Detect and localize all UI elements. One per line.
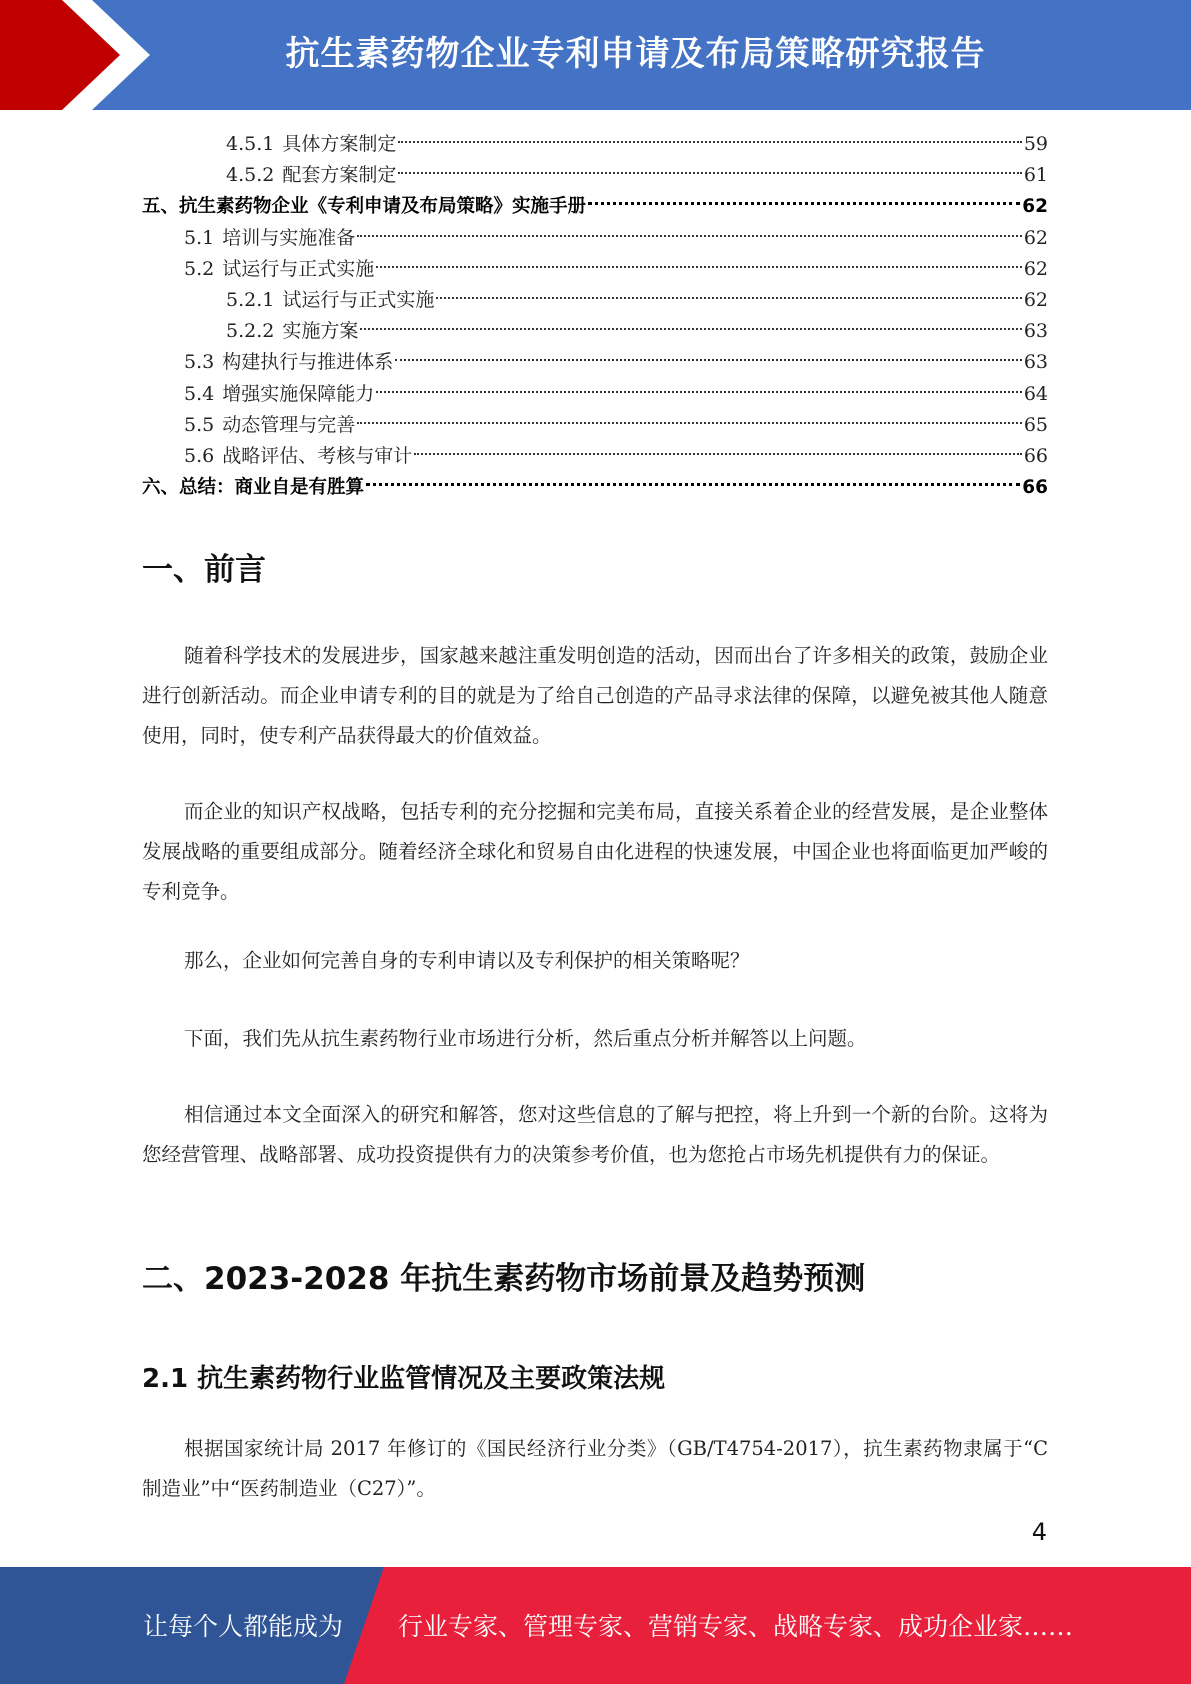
toc-entry-page: 62 — [1023, 226, 1048, 249]
toc-entry-number: 5.6 — [184, 444, 215, 467]
preface-paragraph-2: 而企业的知识产权战略，包括专利的充分挖掘和完美布局，直接关系着企业的经营发展，是企业整体发展战略的重要组成部分。随着经济全球化和贸易自由化进程的快速发展，中国企业也将面临更加严峻的专利竞争。 — [142, 800, 1048, 903]
toc-entry[interactable] — [142, 160, 1048, 191]
toc-entry-page: 65 — [1023, 413, 1048, 436]
toc-entry[interactable] — [142, 254, 1048, 285]
page-footer — [0, 1567, 1191, 1684]
toc-entry-label: 实施方案 — [282, 320, 359, 343]
table-of-contents — [142, 129, 1048, 503]
toc-entry-number: 4.5.2 — [226, 164, 275, 187]
toc-entry-label: 培训与实施准备 — [222, 226, 356, 249]
toc-entry-number: 5.3 — [184, 351, 215, 374]
toc-entry-page: 62 — [1022, 196, 1048, 218]
toc-entry-page: 59 — [1023, 133, 1048, 155]
toc-dot-leader — [366, 483, 1020, 486]
toc-dot-leader — [398, 172, 1021, 174]
toc-dot-leader — [395, 359, 1022, 361]
toc-entry-page: 66 — [1022, 477, 1048, 499]
toc-dot-leader — [357, 422, 1022, 424]
toc-entry-number: 5.1 — [184, 226, 215, 249]
toc-dot-leader — [376, 266, 1022, 268]
toc-entry-number: 5.5 — [184, 413, 215, 436]
preface-paragraph-5: 相信通过本文全面深入的研究和解答，您对这些信息的了解与把控，将上升到一个新的台阶。这将为您经营管理、战略部署、成功投资提供有力的决策参考价值，也为您抢占市场先机提供有力的保证。 — [142, 1103, 1048, 1166]
toc-entry-page: 63 — [1023, 351, 1048, 374]
toc-entry-label: 增强实施保障能力 — [222, 382, 375, 405]
preface-paragraph-4: 下面，我们先从抗生素药物行业市场进行分析，然后重点分析并解答以上问题。 — [184, 1027, 867, 1050]
page-header — [0, 0, 1191, 110]
toc-entry-page: 64 — [1023, 382, 1048, 405]
toc-entry-label: 战略评估、考核与审计 — [222, 444, 413, 467]
toc-entry-page: 66 — [1023, 444, 1048, 467]
toc-entry-label: 试运行与正式实施 — [222, 257, 375, 280]
toc-dot-leader — [398, 141, 1021, 143]
footer-slogan-left: 让每个人都能成为 — [143, 1612, 344, 1641]
toc-entry[interactable] — [142, 379, 1048, 410]
section-heading-preface: 一、前言 — [142, 552, 266, 588]
section-heading-market: 二、2023-2028 年抗生素药物市场前景及趋势预测 — [142, 1261, 866, 1297]
toc-entry[interactable] — [142, 191, 1048, 222]
toc-entry-label: 五、抗生素药物企业《专利申请及布局策略》实施手册 — [142, 196, 587, 218]
toc-dot-leader — [414, 453, 1022, 455]
toc-dot-leader — [357, 235, 1022, 237]
toc-entry-label: 动态管理与完善 — [222, 413, 356, 436]
preface-paragraph-3: 那么，企业如何完善自身的专利申请以及专利保护的相关策略呢？ — [184, 949, 750, 972]
toc-entry-number: 5.2 — [184, 257, 215, 280]
toc-entry-number: 5.2.1 — [226, 288, 275, 311]
toc-entry-number: 5.4 — [184, 382, 215, 405]
toc-dot-leader — [376, 391, 1022, 393]
toc-entry-page: 63 — [1023, 320, 1048, 343]
toc-entry-number: 4.5.1 — [226, 133, 275, 155]
toc-entry-label: 六、总结：商业自是有胜算 — [142, 477, 365, 499]
toc-entry[interactable] — [142, 129, 1048, 160]
toc-entry-label: 具体方案制定 — [282, 133, 397, 155]
subsection-heading-regulation: 2.1 抗生素药物行业监管情况及主要政策法规 — [142, 1364, 666, 1394]
toc-entry-page: 62 — [1023, 257, 1048, 280]
toc-entry[interactable] — [142, 441, 1048, 472]
toc-entry-page: 62 — [1023, 288, 1048, 311]
toc-dot-leader — [360, 328, 1021, 330]
toc-entry[interactable] — [142, 223, 1048, 254]
preface-paragraph-1: 随着科学技术的发展进步，国家越来越注重发明创造的活动，因而出台了许多相关的政策，鼓励企业进行创新活动。而企业申请专利的目的就是为了给自己创造的产品寻求法律的保障，以避免被其他人随意使用，同时，使专利产品获得最大的价值效益。 — [142, 644, 1048, 747]
toc-dot-leader — [436, 297, 1021, 299]
toc-entry-label: 试运行与正式实施 — [282, 288, 435, 311]
toc-dot-leader — [588, 202, 1020, 205]
footer-slogan-right: 行业专家、管理专家、营销专家、战略专家、成功企业家…… — [398, 1612, 1074, 1641]
toc-entry-label: 构建执行与推进体系 — [222, 351, 394, 374]
toc-entry-page: 61 — [1023, 164, 1048, 187]
toc-entry-label: 配套方案制定 — [282, 164, 397, 187]
regulation-paragraph: 根据国家统计局 2017 年修订的《国民经济行业分类》（GB/T4754-2017），抗生素药物隶属于“C 制造业”中“医药制造业（C27）”。 — [142, 1437, 1048, 1500]
toc-entry-number: 5.2.2 — [226, 320, 275, 343]
toc-entry[interactable] — [142, 285, 1048, 316]
toc-entry[interactable] — [142, 347, 1048, 378]
toc-entry[interactable] — [142, 472, 1048, 503]
toc-entry[interactable] — [142, 410, 1048, 441]
report-title: 抗生素药物企业专利申请及布局策略研究报告 — [285, 34, 986, 74]
toc-entry[interactable] — [142, 316, 1048, 347]
page-number: 4 — [1031, 1518, 1047, 1546]
